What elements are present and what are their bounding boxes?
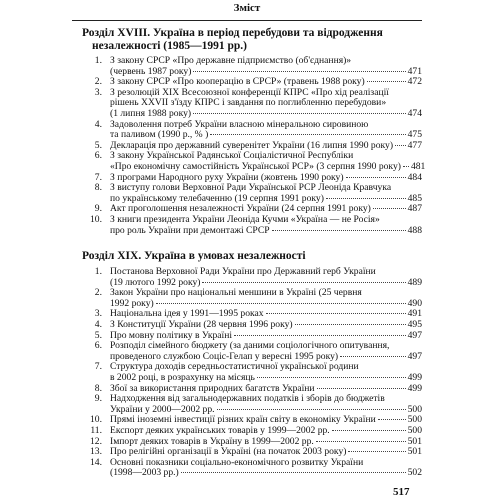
dot-leader	[348, 451, 405, 452]
toc-page-ref: 497	[407, 329, 422, 341]
toc-list-xviii	[82, 55, 426, 236]
toc-page-ref: 488	[407, 224, 422, 236]
toc-entry[interactable]	[82, 150, 426, 172]
toc-entry-number: 9.	[94, 393, 102, 405]
toc-entry-number: 3.	[94, 308, 102, 320]
toc-entry-text: З програми Народного руху України (жовтень 1990 року)	[110, 171, 344, 183]
toc-page-ref: 472	[407, 76, 422, 88]
toc-page-ref: 485	[407, 192, 422, 204]
toc-page-ref: 491	[407, 308, 422, 320]
toc-page-ref: 484	[407, 171, 422, 183]
dot-leader	[257, 377, 406, 378]
toc-entry[interactable]	[82, 394, 422, 415]
toc-entry-number: 14.	[90, 456, 102, 468]
toc-entry-text: Прямі іноземні інвестиції різних країн світу в економіку України	[110, 414, 376, 426]
toc-entry-text: Експорт деяких українських товарів у 1999—2002 рр.	[110, 424, 330, 436]
toc-page-ref: 490	[407, 297, 422, 309]
toc-entry-number: 6.	[94, 150, 102, 162]
toc-entry-number: 9.	[94, 203, 102, 215]
toc-page-ref: 475	[407, 129, 422, 141]
toc-entry-number: 7.	[94, 361, 102, 373]
toc-page-ref: 500	[407, 403, 422, 415]
toc-entry[interactable]	[82, 341, 422, 362]
toc-entry-number: 6.	[94, 340, 102, 352]
section-title-line: Розділ XVIII. Україна в період перебудови та відродження	[82, 27, 383, 39]
toc-entry-number: 10.	[90, 213, 102, 225]
toc-entry-text: України у 2000—2002 рр.	[110, 403, 215, 415]
toc-entry-text: по українському телебаченню (19 серпня 1991 року)	[110, 192, 324, 204]
toc-entry-number: 10.	[90, 414, 102, 426]
toc-entry[interactable]	[82, 320, 422, 331]
dot-leader	[378, 419, 406, 420]
toc-entry-text: (19 лютого 1992 року)	[110, 276, 201, 288]
toc-entry-text: проведеного службою Соціс-Гелап у вересні 1995 року)	[110, 350, 339, 362]
toc-entry-text: (1 липня 1988 року)	[110, 107, 192, 119]
toc-entry[interactable]	[82, 215, 422, 236]
toc-entry-text: та паливом (1990 р., % )	[110, 129, 209, 141]
toc-entry[interactable]	[82, 362, 422, 383]
toc-entry[interactable]	[82, 88, 422, 120]
toc-entry[interactable]	[82, 183, 422, 204]
toc-entry-text: (червень 1987 року)	[110, 65, 192, 77]
dot-leader	[340, 356, 406, 357]
toc-entry-text: Про релігійні організації в Україні (на початок 2003 року)	[110, 446, 347, 458]
toc-entry-text: З закону СРСР «Про державне підприємство (об'єднання)»	[110, 55, 352, 66]
toc-list-xix	[82, 267, 422, 479]
dot-leader	[193, 113, 406, 114]
header-rule	[72, 20, 422, 21]
toc-page-ref: 499	[407, 371, 422, 383]
dot-leader	[403, 166, 409, 167]
toc-entry-text: Збої за використання природних багатств України	[110, 382, 315, 394]
dot-leader	[210, 134, 405, 135]
toc-page-ref: 501	[407, 446, 422, 458]
toc-entry-text: Задоволення потреб України власною мінеральною сировиною	[110, 118, 369, 130]
toc-entry-number: 8.	[94, 382, 102, 394]
toc-entry-text: Імпорт деяких товарів в Україну в 1999—2002 рр.	[110, 435, 314, 447]
toc-entry-number: 2.	[94, 287, 102, 299]
toc-entry-number: 13.	[90, 446, 102, 458]
dot-leader	[332, 430, 406, 431]
toc-entry-text: З резолюцій XIX Всесоюзної конференції КПРС «Про хід реалізації	[110, 86, 389, 98]
toc-entry-text: (1998—2003 рр.)	[110, 467, 179, 479]
toc-entry[interactable]	[82, 56, 422, 77]
toc-page-ref: 501	[407, 435, 422, 447]
toc-entry-text: З виступу голови Верховної Ради Української РСР Леоніда Кравчука	[110, 182, 392, 194]
toc-entry-number: 2.	[94, 76, 102, 88]
toc-entry-text: Національна ідея у 1991—1995 роках	[110, 308, 264, 320]
toc-entry-text: Акт проголошення незалежності України (24 серпня 1991 року)	[110, 203, 371, 215]
toc-entry-text: З книги президента України Леоніда Кучми «Україна — не Росія»	[110, 213, 380, 225]
toc-entry[interactable]	[82, 288, 422, 309]
toc-page-ref: 497	[407, 350, 422, 362]
toc-entry-text: Основні показники соціально-економічного розвитку України	[110, 456, 364, 468]
toc-entry[interactable]	[82, 120, 422, 141]
toc-entry-text: в 2002 році, в розрахунку на місяць	[110, 371, 255, 383]
toc-entry-text: З закону Української Радянської Соціалістичної Республіки	[110, 150, 354, 162]
toc-entry-text: З закону СРСР «Про кооперацію в СРСР» (травень 1988 року)	[110, 76, 365, 88]
toc-page-ref: 502	[407, 467, 422, 479]
toc-page-ref: 489	[407, 276, 422, 288]
toc-entry-number: 5.	[94, 329, 102, 341]
running-header: Зміст	[233, 2, 261, 14]
toc-entry-text: 1992 року)	[110, 297, 154, 309]
section-title-xix	[82, 250, 422, 263]
toc-page-ref: 495	[407, 318, 422, 330]
toc-entry-text: Постанова Верховної Ради України про Державний герб України	[110, 266, 376, 277]
toc-page-ref: 487	[407, 203, 422, 215]
toc-entry-text: Декларація про державний суверенітет України (16 липня 1990 року)	[110, 139, 394, 151]
page-number: 517	[393, 486, 410, 498]
toc-entry-text: про роль України при демонтажі СРСР	[110, 224, 270, 236]
toc-entry[interactable]	[82, 426, 422, 437]
section-title-line: Розділ XIX. Україна в умовах незалежності	[82, 250, 306, 262]
toc-entry[interactable]	[82, 458, 422, 479]
toc-entry-number: 4.	[94, 318, 102, 330]
toc-entry-text: рішень XXVII з'їзду КПРС і завдання по поглибленню перебудови»	[110, 97, 387, 109]
section-title-xviii	[82, 27, 422, 53]
toc-entry-number: 1.	[94, 55, 102, 66]
dot-leader	[346, 177, 406, 178]
dot-leader	[316, 441, 406, 442]
dot-leader	[217, 409, 406, 410]
dot-leader	[317, 388, 406, 389]
dot-leader	[156, 303, 406, 304]
toc-entry-number: 12.	[90, 435, 102, 447]
toc-entry-number: 8.	[94, 182, 102, 194]
toc-page-ref: 500	[407, 424, 422, 436]
toc-entry-number: 4.	[94, 118, 102, 130]
dot-leader	[373, 208, 406, 209]
toc-entry-number: 5.	[94, 139, 102, 151]
toc-page-ref: 481	[410, 160, 426, 172]
toc-page-ref: 500	[407, 414, 422, 426]
toc-entry-number: 7.	[94, 171, 102, 183]
toc-entry-text: З Конституції України (28 червня 1996 року)	[110, 318, 293, 330]
toc-entry[interactable]	[82, 267, 422, 288]
dot-leader	[181, 472, 406, 473]
section-title-line: незалежності (1985—1991 рр.)	[92, 40, 247, 52]
toc-page-ref: 499	[407, 382, 422, 394]
dot-leader	[272, 230, 406, 231]
dot-leader	[295, 324, 406, 325]
dot-leader	[193, 71, 405, 72]
toc-entry-text: Закон України про національні меншини в Україні (25 червня	[110, 287, 362, 299]
dot-leader	[326, 198, 406, 199]
toc-page-ref: 474	[407, 107, 422, 119]
toc-entry-text: Про мовну політику в Україні	[110, 329, 233, 341]
toc-entry-number: 1.	[94, 266, 102, 277]
toc-page-ref: 477	[407, 139, 422, 151]
dot-leader	[234, 335, 406, 336]
toc-entry-number: 11.	[90, 424, 102, 436]
toc-page-ref: 471	[407, 65, 422, 77]
toc-entry-text: Надходження від загальнодержавних податків і зборів до бюджетів	[110, 393, 385, 405]
toc-entry-text: «Про економічну самостійність Української РСР» (3 серпня 1990 року)	[110, 160, 401, 172]
toc-entry-text: Розподіл сімейного бюджету (за даними соціологічного опитування,	[110, 340, 390, 352]
toc-entry-number: 3.	[94, 86, 102, 98]
dot-leader	[395, 145, 406, 146]
dot-leader	[266, 313, 406, 314]
dot-leader	[202, 282, 405, 283]
toc-entry-text: Структура доходів середньостатистичної української родини	[110, 361, 359, 373]
dot-leader	[367, 81, 406, 82]
